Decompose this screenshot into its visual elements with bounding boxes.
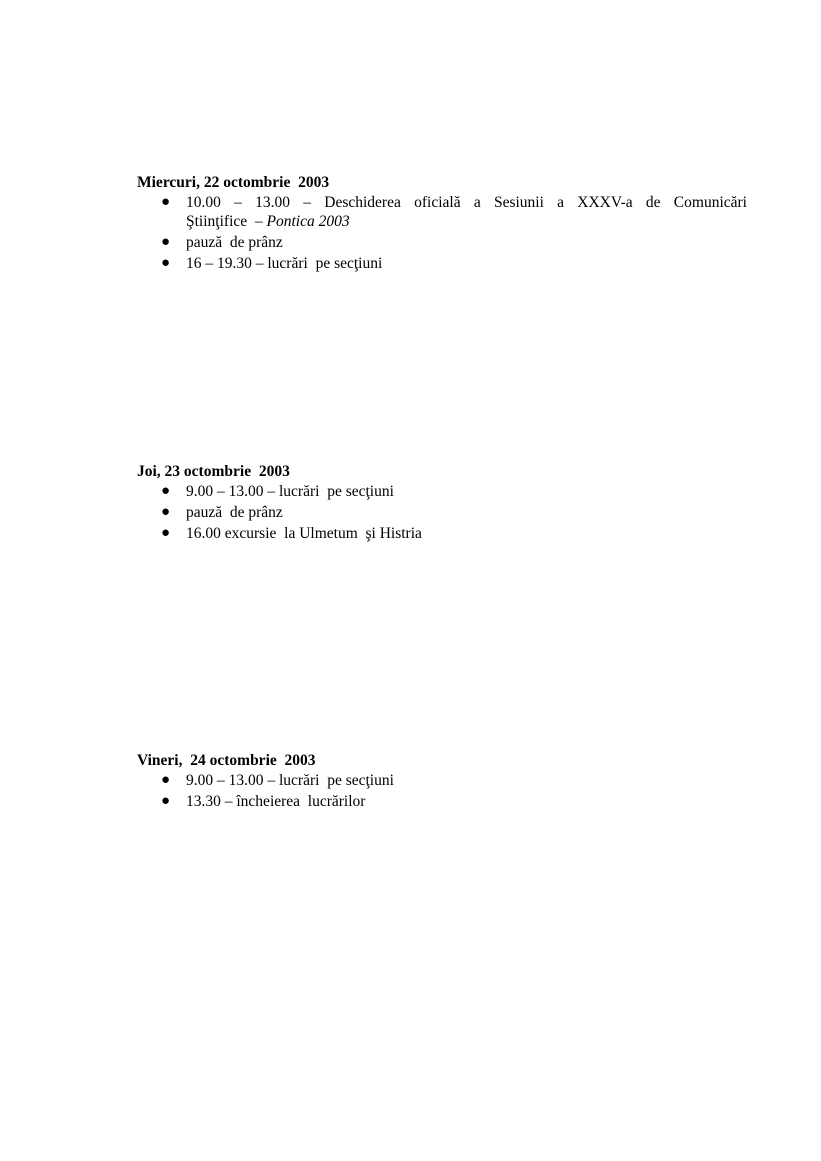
list-item — [137, 771, 747, 790]
bullet-icon: ● — [161, 483, 171, 499]
day-section-thursday — [137, 462, 747, 545]
day-title: Joi, 23 octombrie 2003 — [137, 463, 290, 480]
day-title: Vineri, 24 octombrie 2003 — [137, 752, 316, 769]
list-item — [137, 524, 747, 543]
day-section-friday — [137, 751, 747, 813]
item-text: pauză de prânz — [186, 504, 283, 521]
item-text-prefix: Ştiinţifice – — [186, 213, 267, 230]
item-text: 9.00 – 13.00 – lucrări pe secţiuni — [186, 483, 394, 500]
bullet-icon: ● — [161, 194, 171, 210]
schedule-list — [137, 193, 747, 273]
bullet-icon: ● — [161, 255, 171, 271]
item-text-line-1: 10.00 – 13.00 – Deschiderea oficială a Sesiunii a XXXV-a de Comunicări — [186, 194, 747, 211]
bullet-icon: ● — [161, 772, 171, 788]
item-text: 13.30 – încheierea lucrărilor — [186, 793, 366, 810]
item-text: 9.00 – 13.00 – lucrări pe secţiuni — [186, 772, 394, 789]
list-item — [137, 792, 747, 811]
item-text-italic: Pontica 2003 — [266, 213, 350, 230]
bullet-icon: ● — [161, 525, 171, 541]
item-text-line-2 — [186, 212, 747, 231]
list-item — [137, 503, 747, 522]
bullet-icon: ● — [161, 234, 171, 250]
list-item — [137, 254, 747, 273]
bullet-icon: ● — [161, 793, 171, 809]
schedule-list — [137, 771, 747, 811]
list-item — [137, 193, 747, 231]
item-text: 16 – 19.30 – lucrări pe secţiuni — [186, 255, 383, 272]
schedule-list — [137, 482, 747, 543]
list-item — [137, 233, 747, 252]
bullet-icon: ● — [161, 504, 171, 520]
day-section-wednesday — [137, 173, 747, 275]
day-title: Miercuri, 22 octombrie 2003 — [137, 174, 330, 191]
list-item — [137, 482, 747, 501]
item-text: pauză de prânz — [186, 234, 283, 251]
item-text: 16.00 excursie la Ulmetum şi Histria — [186, 525, 422, 542]
